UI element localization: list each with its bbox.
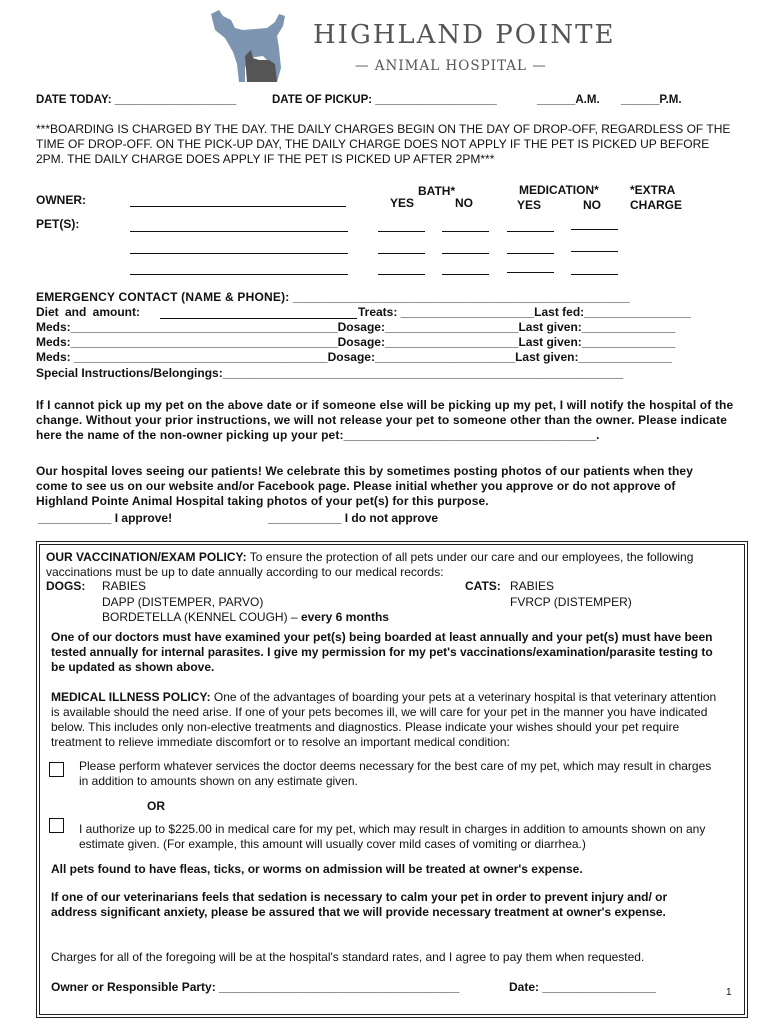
medical-illness-text: One of the advantages of boarding your pets at a veterinary hospital is that veterinary attention is available should the need arise. If one of your pets becomes ill, we will care for your pet in the manner you have indicated below. This includes only non-elective treatments and diagnostics. Please indicate your wishes should your pet require treatment to relieve immediate discomfort or to resolve an important medical condition:	[51, 690, 717, 749]
dogs-bordetella-text: BORDETELLA (KENNEL COUGH) –	[102, 610, 301, 624]
pm-field[interactable]: ______P.M.	[621, 94, 682, 106]
pet-line-1[interactable]	[130, 231, 348, 232]
bath-no-line-1[interactable]	[442, 231, 489, 232]
or-label: OR	[147, 799, 165, 813]
page-number: 1	[726, 987, 732, 998]
med-yes-line-3[interactable]	[507, 272, 554, 273]
vaccination-policy-text: To ensure the protection of all pets under our care and our employees, the following vaccinations must be up to date annually according to our medical records:	[46, 550, 694, 579]
meds-field-2[interactable]: Meds:________________________________________Dosage:____________________Last given:______________	[36, 335, 676, 349]
medication-no: NO	[583, 198, 601, 212]
boarding-notice: ***BOARDING IS CHARGED BY THE DAY. THE DAILY CHARGES BEGIN ON THE DAY OF DROP-OFF, REGARDLESS OF THE TIME OF DROP-OFF. ON THE PICK-UP DAY, THE DAILY CHARGE DOES NOT APPLY IF THE PET IS PICKED UP BEFORE 2PM. THE DAILY CHARGE DOES APPLY IF THE PET IS PICKED UP AFTER 2PM***	[36, 122, 731, 166]
cats-fvrcp: FVRCP (DISTEMPER)	[510, 595, 632, 609]
am-field[interactable]: ______A.M.	[537, 94, 600, 106]
bath-yes: YES	[390, 196, 415, 210]
owner-label: OWNER:	[36, 193, 86, 207]
dog-cat-logo-icon	[205, 8, 300, 86]
bath-header: BATH*	[418, 184, 456, 198]
med-no-line-1[interactable]	[571, 229, 618, 230]
vaccination-policy	[46, 550, 732, 580]
bath-no-line-3[interactable]	[442, 274, 489, 275]
bath-yes-line-3[interactable]	[378, 274, 425, 275]
hospital-subtitle: — ANIMAL HOSPITAL —	[355, 58, 547, 74]
date-pickup-field[interactable]: DATE OF PICKUP: ___________________	[272, 94, 497, 106]
cats-label: CATS:	[465, 579, 501, 593]
diet-label: Diet and amount:	[36, 305, 140, 319]
medication-yes: YES	[517, 198, 542, 212]
treats-field[interactable]: Treats: ____________________Last fed:________________	[358, 305, 691, 319]
option-perform-services-checkbox[interactable]	[49, 762, 64, 777]
charge-header: CHARGE	[630, 198, 683, 212]
approve-field[interactable]: ___________ I approve!	[38, 511, 173, 525]
photos-notice: Our hospital loves seeing our patients! We celebrate this by sometimes posting photos of our patients when they come to see us on our website and/or Facebook page. Please initial whether you approve or do not approve of Highland Pointe Animal Hospital taking photos of your pet(s) for this purpose.	[36, 464, 693, 508]
exam-policy: One of our doctors must have examined your pet(s) being boarded at least annually and your pet(s) must have been tested annually for internal parasites. I give my permission for my pet's vaccinations/examination/parasite testing to be updated as shown above.	[51, 630, 713, 674]
pets-label: PET(S):	[36, 217, 80, 231]
med-yes-line-2[interactable]	[507, 253, 554, 254]
owner-line[interactable]	[130, 206, 346, 207]
hospital-name: HIGHLAND POINTE	[313, 20, 616, 50]
owner-signature-field[interactable]: Owner or Responsible Party: ____________________________________	[51, 980, 460, 994]
option-perform-services-text: Please perform whatever services the doctor deems necessary for the best care of my pet, which may result in charges in addition to amounts shown on any estimate given.	[79, 759, 712, 788]
option-authorize-225-text: I authorize up to $225.00 in medical care for my pet, which may result in charges in addition to amounts shown on any estimate given. (For example, this amount will usually cover mild cases of vomiting or diarrhea.)	[79, 822, 706, 851]
medical-illness-title: MEDICAL ILLNESS POLICY:	[51, 690, 211, 704]
bath-no: NO	[455, 196, 473, 210]
pickup-notice: If I cannot pick up my pet on the above date or if someone else will be picking up my pet, I will notify the hospital of the change. Without your prior instructions, we will not release your pet to someone other than the owner. Please indicate here the name of the non-owner picking up your pet:_____________________________________.	[36, 398, 734, 442]
diet-line[interactable]	[160, 318, 357, 319]
signature-date-field[interactable]: Date: _________________	[509, 980, 656, 994]
cats-rabies: RABIES	[510, 579, 555, 593]
dogs-dapp: DAPP (DISTEMPER, PARVO)	[102, 595, 264, 609]
dogs-label: DOGS:	[46, 579, 86, 593]
bath-yes-line-2[interactable]	[378, 253, 425, 254]
emergency-contact-field[interactable]: EMERGENCY CONTACT (NAME & PHONE): _________________________________________________	[36, 290, 630, 304]
vaccination-policy-title: OUR VACCINATION/EXAM POLICY:	[46, 550, 247, 564]
extra-header: *EXTRA	[630, 183, 676, 197]
special-instructions-field[interactable]: Special Instructions/Belongings:____________________________________________________________	[36, 366, 624, 380]
bath-no-line-2[interactable]	[442, 253, 489, 254]
not-approve-field[interactable]: ___________ I do not approve	[268, 511, 439, 525]
medication-header: MEDICATION*	[519, 183, 599, 197]
pet-line-2[interactable]	[130, 253, 348, 254]
dogs-rabies: RABIES	[102, 579, 147, 593]
sedation-policy: If one of our veterinarians feels that sedation is necessary to calm your pet in order to prevent injury and/ or address significant anxiety, please be assured that we will provide necessary treatment at owner's expense.	[51, 890, 668, 919]
date-today-field[interactable]: DATE TODAY: ___________________	[36, 94, 237, 106]
fleas-policy: All pets found to have fleas, ticks, or worms on admission will be treated at owner's expense.	[51, 862, 583, 876]
dogs-bordetella	[102, 610, 389, 624]
medical-illness-policy	[51, 690, 723, 750]
med-no-line-2[interactable]	[571, 251, 618, 252]
option-authorize-225-checkbox[interactable]	[49, 818, 64, 833]
med-yes-line-1[interactable]	[507, 231, 554, 232]
bath-yes-line-1[interactable]	[378, 231, 425, 232]
meds-field-3[interactable]: Meds: ______________________________________Dosage:_____________________Last given:______________	[36, 350, 672, 364]
pet-line-3[interactable]	[130, 274, 348, 275]
meds-field-1[interactable]: Meds:________________________________________Dosage:____________________Last given:______________	[36, 320, 676, 334]
charges-agreement: Charges for all of the foregoing will be at the hospital's standard rates, and I agree to pay them when requested.	[51, 950, 645, 964]
med-no-line-3[interactable]	[571, 274, 618, 275]
dogs-bordetella-frequency: every 6 months	[300, 610, 389, 624]
